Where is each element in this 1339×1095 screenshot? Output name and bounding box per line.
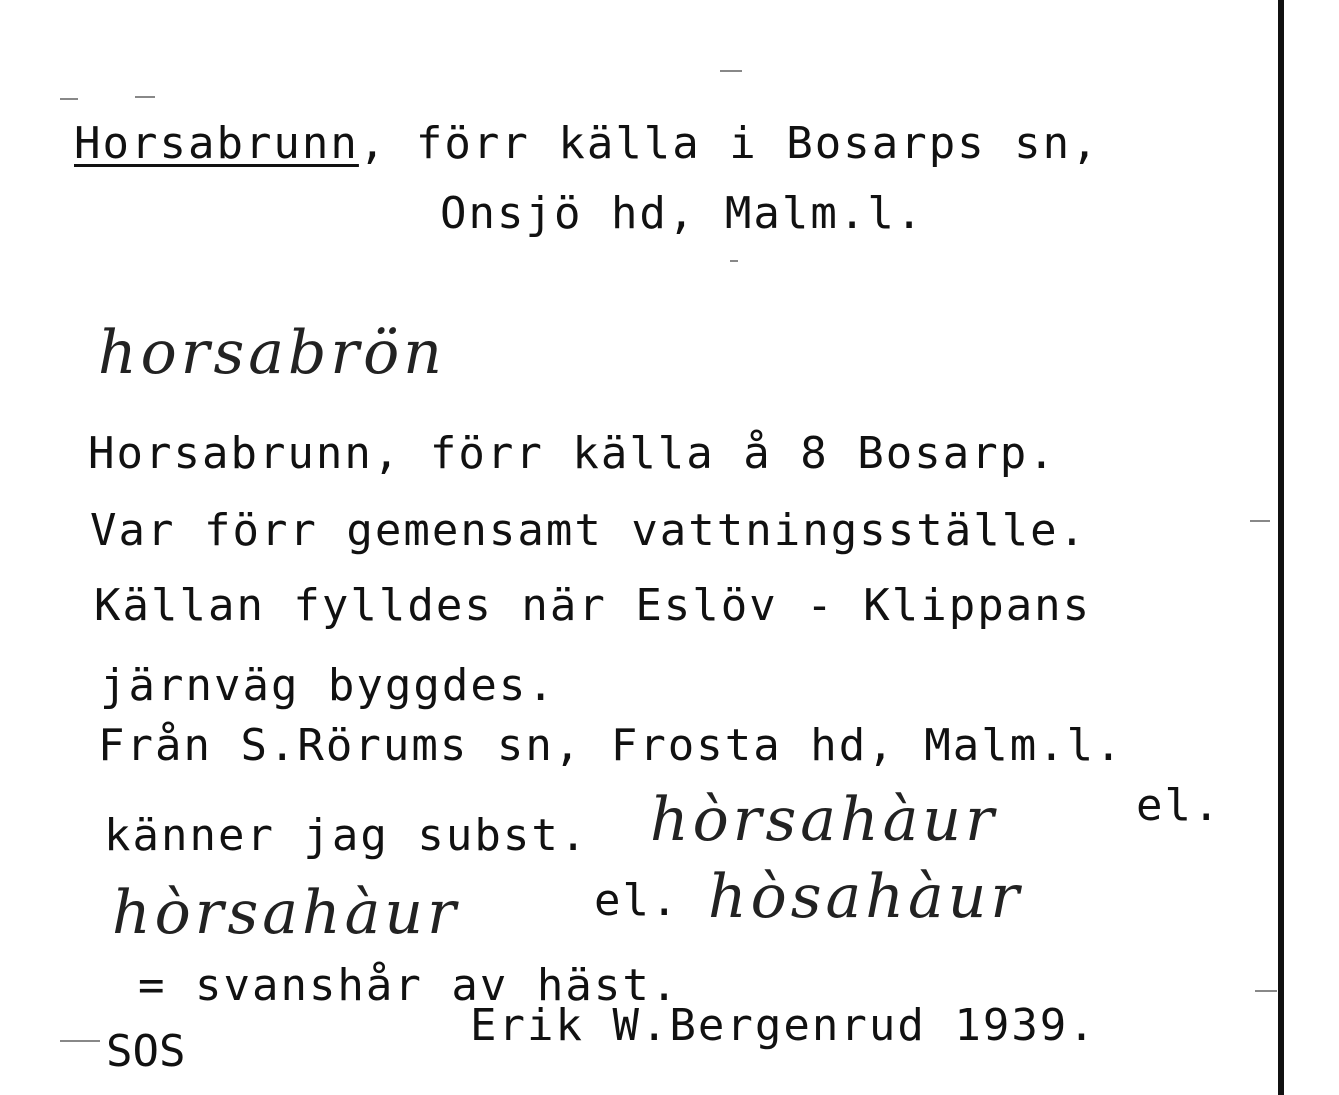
card-header-line-1 xyxy=(74,118,1100,169)
body-line-6: känner jag subst. xyxy=(104,810,589,861)
handwritten-pronunciation-2: hòrsahàur xyxy=(650,785,998,855)
scan-speck xyxy=(1255,990,1277,992)
body-line-4: järnväg byggdes. xyxy=(100,660,556,711)
body-line-3: Källan fylldes när Eslöv - Klippans xyxy=(94,580,1092,631)
el-label-2: el. xyxy=(594,875,680,926)
header-location: , förr källa i Bosarps sn, xyxy=(358,118,1100,169)
handwritten-pronunciation-3: hòrsahàur xyxy=(112,878,460,948)
scan-speck xyxy=(730,260,738,262)
scan-speck xyxy=(60,1040,100,1042)
el-label-1: el. xyxy=(1136,780,1222,831)
body-line-1: Horsabrunn, förr källa å 8 Bosarp. xyxy=(88,428,1057,479)
card-edge-line xyxy=(1278,0,1284,1095)
scan-speck xyxy=(60,98,78,100)
body-line-2: Var förr gemensamt vattningsställe. xyxy=(90,505,1088,556)
handwritten-pronunciation-4: hòsahàur xyxy=(708,862,1024,932)
handwritten-pronunciation-1: horsabrön xyxy=(98,318,446,388)
archive-code: SOS xyxy=(106,1026,186,1077)
signature-line: Erik W.Bergenrud 1939. xyxy=(470,1000,1097,1051)
scan-speck xyxy=(1250,520,1270,522)
headword: Horsabrunn xyxy=(74,118,359,169)
card-header-line-2: Onsjö hd, Malm.l. xyxy=(440,188,925,239)
meaning-line: = svanshår av häst. xyxy=(138,960,680,1011)
scan-speck xyxy=(135,96,155,98)
body-line-5: Från S.Rörums sn, Frosta hd, Malm.l. xyxy=(98,720,1124,771)
scan-speck xyxy=(720,70,742,72)
